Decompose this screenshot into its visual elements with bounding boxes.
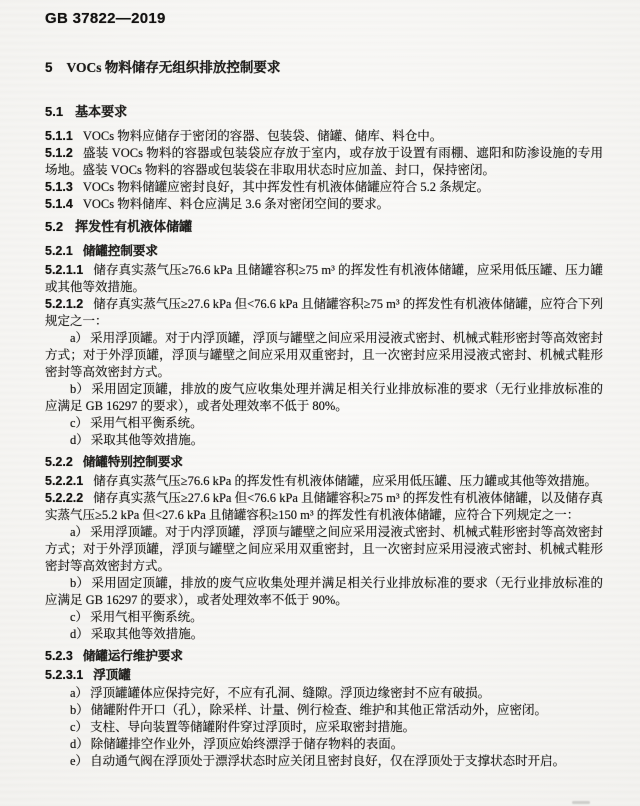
clause-5-2-2-1: [45, 473, 603, 490]
clause-text: 储存真实蒸气压≥76.6 kPa 的挥发性有机液体储罐，应采用低压罐、压力罐或其他等效措施。: [93, 474, 597, 488]
heading-title: 挥发性有机液体储罐: [75, 219, 193, 234]
list-item-a: [45, 330, 603, 381]
list-item-c: [45, 609, 603, 626]
clause-number: 5.1.4: [45, 197, 73, 211]
heading-title: 储罐控制要求: [82, 244, 158, 258]
clause-5-1-1: [45, 128, 603, 145]
item-text: 储罐附件开口（孔），除采样、计量、例行检查、维护和其他正常活动外，应密闭。: [90, 703, 548, 717]
item-letter: c）: [70, 720, 89, 734]
clause-5-1-2: [45, 145, 603, 179]
section-number: 5: [45, 60, 53, 75]
clause-number: 5.2.2.1: [45, 474, 84, 488]
heading-5-2-3-1: [45, 667, 603, 684]
item-text: 采用浮顶罐。对于内浮顶罐，浮顶与罐壁之间应采用浸液式密封、机械式鞋形密封等高效密封方式；对于外浮顶罐，浮顶与罐壁之间应采用双重密封，且一次密封应采用浸液式密封、机械式鞋形密封等高效密封方式。: [45, 331, 603, 379]
item-text: 自动通气阀在浮顶处于漂浮状态时应关闭且密封良好，仅在浮顶处于支撑状态时开启。: [90, 754, 566, 768]
list-item-b: [45, 381, 603, 415]
item-text: 采用固定顶罐，排放的废气应收集处理并满足相关行业排放标准的要求（无行业排放标准的应满足 GB 16297 的要求），或者处理效率不低于 80%。: [45, 382, 603, 413]
clause-5-1-4: [45, 196, 603, 213]
heading-title: 储罐运行维护要求: [82, 649, 183, 663]
item-letter: b）: [70, 703, 89, 717]
list-item-a: [45, 685, 603, 702]
heading-title: 储罐特别控制要求: [82, 455, 183, 469]
clause-number: 5.2.2.2: [45, 491, 84, 505]
clause-5-1-3: [45, 179, 603, 196]
item-letter: a）: [70, 525, 89, 539]
heading-5-2-1: [45, 243, 603, 260]
item-letter: a）: [70, 331, 89, 345]
item-text: 支柱、导向装置等储罐附件穿过浮顶时，应采取密封措施。: [90, 720, 416, 734]
item-letter: e）: [70, 754, 89, 768]
list-item-b: [45, 702, 603, 719]
clause-text: 盛装 VOCs 物料的容器或包装袋应存放于室内，或存放于设置有雨棚、遮阳和防渗设施的专用场地。盛装 VOCs 物料的容器或包装袋在非取用状态时应加盖、封口，保持密闭。: [45, 146, 603, 177]
heading-number: 5.2: [45, 219, 64, 234]
item-letter: d）: [70, 627, 89, 641]
heading-5-2-3: [45, 648, 603, 665]
heading-number: 5.2.1: [45, 244, 73, 258]
item-text: 采取其他等效措施。: [90, 433, 204, 447]
heading-number: 5.2.2: [45, 455, 73, 469]
heading-number: 5.2.3.1: [45, 668, 84, 682]
clause-5-2-1-2: [45, 296, 603, 330]
standard-number: GB 37822—2019: [45, 10, 166, 27]
item-letter: b）: [70, 382, 90, 396]
section-title: VOCs 物料储存无组织排放控制要求: [66, 60, 281, 75]
item-letter: d）: [70, 433, 89, 447]
clause-number: 5.1.3: [45, 180, 73, 194]
item-text: 采取其他等效措施。: [90, 627, 204, 641]
clause-5-2-1-1: [45, 262, 603, 296]
item-letter: c）: [70, 610, 89, 624]
heading-number: 5.2.3: [45, 649, 73, 663]
list-item-d: [45, 736, 603, 753]
item-letter: b）: [70, 576, 90, 590]
item-text: 浮顶罐罐体应保持完好，不应有孔洞、缝隙。浮顶边缘密封不应有破损。: [90, 686, 491, 700]
list-item-b: [45, 575, 603, 609]
item-letter: c）: [70, 416, 89, 430]
item-letter: a）: [70, 686, 89, 700]
clause-text: 储存真实蒸气压≥27.6 kPa 但<76.6 kPa 且储罐容积≥75 m³ 的挥发性有机液体储罐，以及储存真实蒸气压≥5.2 kPa 但<27.6 kPa 且储罐容积≥150 m³ 的挥发性有机液体储罐，应符合下列规定之一：: [45, 491, 603, 522]
list-item-d: [45, 626, 603, 643]
clause-text: VOCs 物料储罐应密封良好，其中挥发性有机液体储罐应符合 5.2 条规定。: [82, 180, 490, 194]
item-text: 除储罐排空作业外，浮顶应始终漂浮于储存物料的表面。: [90, 737, 404, 751]
section-heading-5: [45, 59, 603, 77]
clause-text: VOCs 物料储库、料仓应满足 3.6 条对密闭空间的要求。: [82, 197, 390, 211]
list-item-c: [45, 719, 603, 736]
item-letter: d）: [70, 737, 89, 751]
list-item-d: [45, 432, 603, 449]
clause-5-2-2-2: [45, 490, 603, 524]
list-item-e: [45, 753, 603, 770]
item-text: 采用浮顶罐。对于内浮顶罐，浮顶与罐壁之间应采用浸液式密封、机械式鞋形密封等高效密封方式；对于外浮顶罐，浮顶与罐壁之间应采用双重密封，且一次密封应采用浸液式密封、机械式鞋形密封等高效密封方式。: [45, 525, 603, 573]
item-text: 采用气相平衡系统。: [90, 416, 203, 430]
heading-5-1: [45, 103, 603, 121]
heading-number: 5.1: [45, 104, 64, 119]
clause-number: 5.1.1: [45, 129, 73, 143]
clause-text: 储存真实蒸气压≥27.6 kPa 但<76.6 kPa 且储罐容积≥75 m³ 的挥发性有机液体储罐，应符合下列规定之一：: [45, 297, 603, 328]
scan-cutoff-artifact: [572, 801, 590, 804]
item-text: 采用气相平衡系统。: [90, 610, 203, 624]
list-item-a: [45, 524, 603, 575]
clause-number: 5.2.1.1: [45, 263, 84, 277]
clause-number: 5.2.1.2: [45, 297, 84, 311]
heading-5-2-2: [45, 454, 603, 471]
item-text: 采用固定顶罐，排放的废气应收集处理并满足相关行业排放标准的要求（无行业排放标准的应满足 GB 16297 的要求），或者处理效率不低于 90%。: [45, 576, 603, 607]
heading-title: 基本要求: [75, 104, 128, 119]
clause-number: 5.1.2: [45, 146, 73, 160]
heading-5-2: [45, 218, 603, 236]
clause-text: 储存真实蒸气压≥76.6 kPa 且储罐容积≥75 m³ 的挥发性有机液体储罐，应采用低压罐、压力罐或其他等效措施。: [45, 263, 603, 294]
clause-text: VOCs 物料应储存于密闭的容器、包装袋、储罐、储库、料仓中。: [82, 129, 443, 143]
list-item-c: [45, 415, 603, 432]
heading-title: 浮顶罐: [93, 668, 131, 682]
